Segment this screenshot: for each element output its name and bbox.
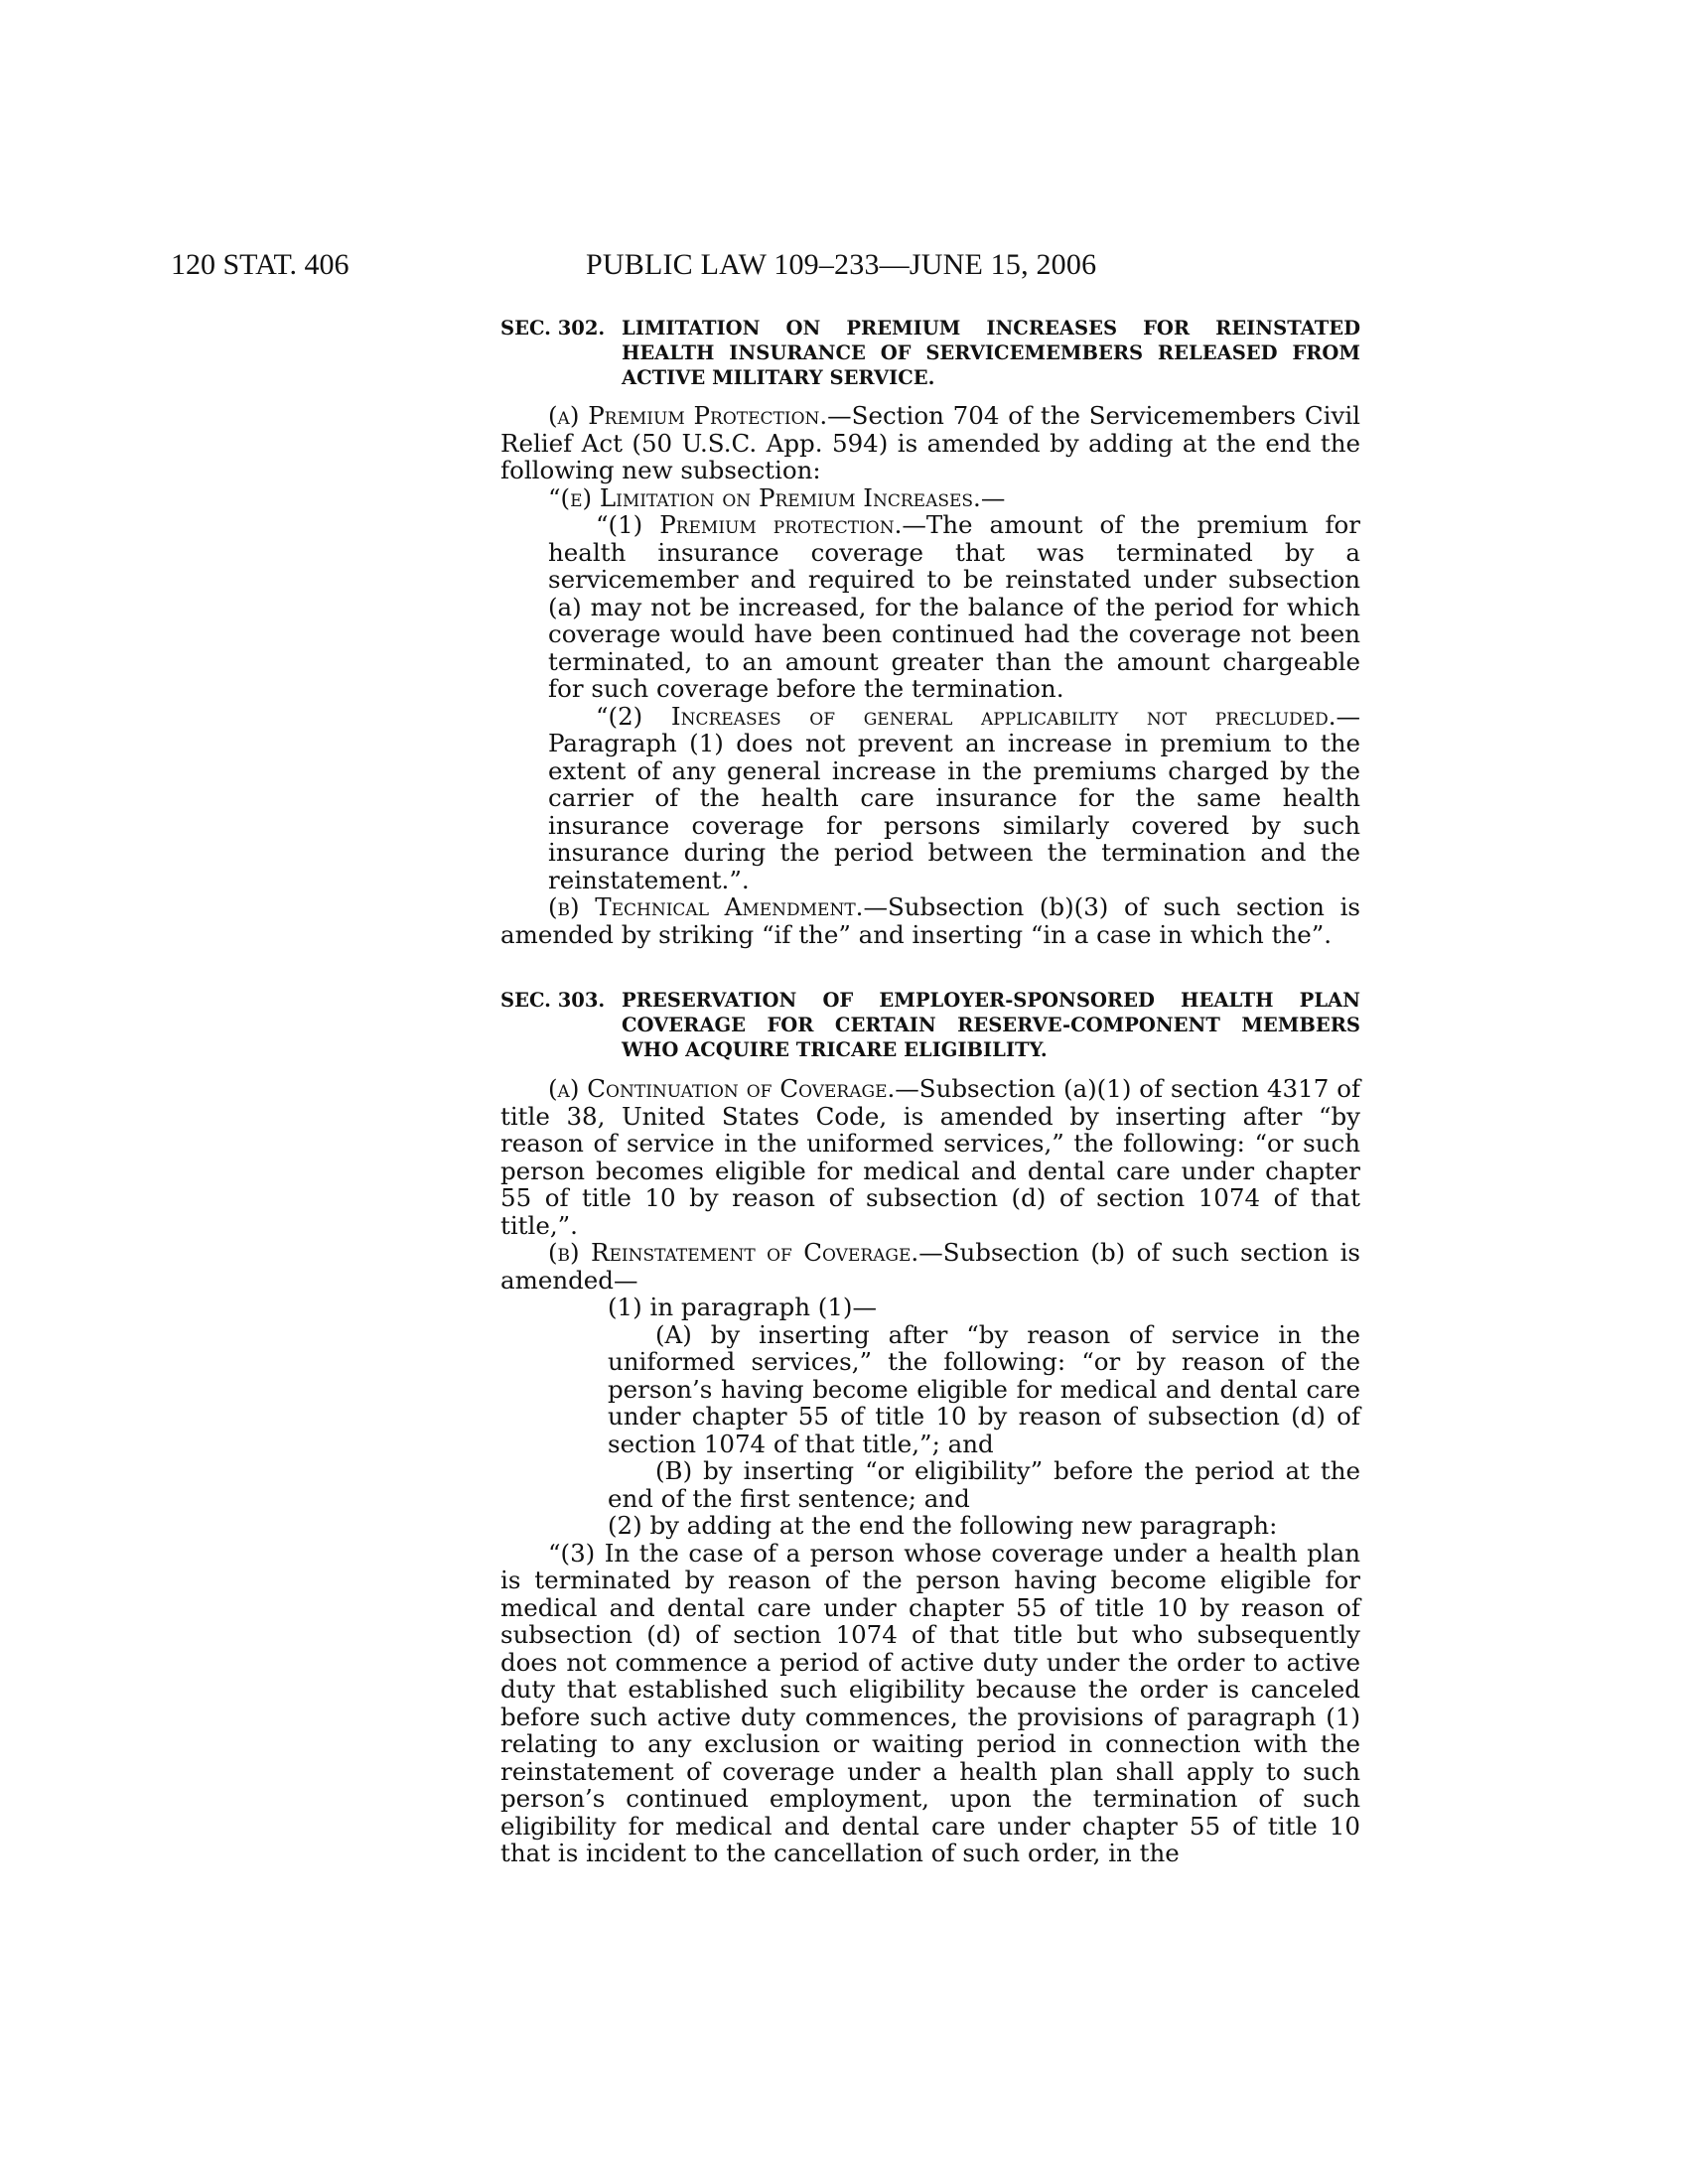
paragraph-e-1-label: “(1) Premium protection.	[596, 510, 903, 539]
section-302	[500, 316, 1360, 390]
paragraph-b-1: (1) in paragraph (1)—	[608, 1293, 877, 1321]
subsection-303-b-text: —Subsection (b) of such section is amended—	[500, 1238, 1360, 1295]
subsection-303-a-label: (a) Continuation of Coverage.	[548, 1074, 896, 1103]
section-303	[500, 988, 1360, 1062]
subsection-302-b-text: —Subsection (b)(3) of such section is amended by striking “if the” and inserting “in a case in which the”.	[500, 892, 1360, 949]
paragraph-e-1-text: —The amount of the premium for health insurance coverage that was terminated by a servicemember and required to be reinstated under subsection (a) may not be increased, for the balance of the period for which coverage would have been continued had the coverage not been terminated, to an amount greater than the amount chargeable for such coverage before the termination.	[548, 510, 1360, 703]
section-302-body	[500, 402, 1360, 948]
subsection-302-a-label: (a) Premium Protection.	[548, 401, 828, 430]
paragraph-e-2	[500, 703, 1360, 894]
subsection-302-b-label: (b) Technical Amendment.	[548, 892, 864, 921]
paragraph-e-2-text: —Paragraph (1) does not prevent an increase in premium to the extent of any general increase in the premiums charged by the carrier of the health care insurance for the same health insurance coverage for persons similarly covered by such insurance during the period between the termination and the reinstatement.”.	[548, 701, 1360, 894]
section-303-number: SEC. 303.	[500, 989, 606, 1012]
section-302-title: LIMITATION ON PREMIUM INCREASES FOR REINSTATED HEALTH INSURANCE OF SERVICEMEMBERS RELEASED FROM ACTIVE MILITARY SERVICE.	[622, 317, 1360, 389]
subsection-302-b	[500, 893, 1360, 948]
section-302-number: SEC. 302.	[500, 317, 606, 340]
subparagraph-b-1-A: (A) by inserting after “by reason of service in the uniformed services,” the following: “or by reason of the person’s having become eligible for medical and dental care under chapter 55 of title 10 by reason of subsection (d) of section 1074 of that title,”; and	[608, 1319, 1360, 1458]
paragraph-b-2: (2) by adding at the end the following new paragraph:	[608, 1511, 1278, 1540]
subsection-303-a	[500, 1075, 1360, 1239]
subsection-302-a-text: —Section 704 of the Servicemembers Civil Relief Act (50 U.S.C. App. 594) is amended by adding at the end the following new subsection:	[500, 401, 1360, 484]
paragraph-e-2-label: “(2) Increases of general applicability not precluded.	[596, 701, 1336, 731]
subsection-303-b-label: (b) Reinstatement of Coverage.	[548, 1238, 919, 1267]
section-303-heading	[500, 988, 1360, 1062]
paragraph-e-1	[500, 511, 1360, 703]
subsection-302-a	[500, 402, 1360, 484]
subsection-303-a-text: —Subsection (a)(1) of section 4317 of title 38, United States Code, is amended by inserting after “by reason of service in the uniformed services,” the following: “or such person becomes eligible for medical and dental care under chapter 55 of title 10 by reason of subsection (d) of section 1074 of that title,”.	[500, 1074, 1361, 1240]
subsection-e-heading	[500, 484, 1360, 512]
section-302-heading	[500, 316, 1360, 390]
section-303-title: PRESERVATION OF EMPLOYER-SPONSORED HEALTH PLAN COVERAGE FOR CERTAIN RESERVE-COMPONENT MEMBERS WHO ACQUIRE TRICARE ELIGIBILITY.	[622, 989, 1360, 1061]
running-header: PUBLIC LAW 109–233—JUNE 15, 2006	[586, 248, 1097, 281]
section-303-body	[500, 1075, 1360, 1867]
new-paragraph-3: “(3) In the case of a person whose coverage under a health plan is terminated by reason of the person having become eligible for medical and dental care under chapter 55 of title 10 by reason of subsection (d) of section 1074 of that title but who subsequently does not commence a period of active duty under the order to active duty that established such eligibility because the order is canceled before such active duty commences, the provisions of paragraph (1) relating to any exclusion or waiting period in connection with the reinstatement of coverage under a health plan shall apply to such person’s continued employment, upon the termination of such eligibility for medical and dental care under chapter 55 of title 10 that is incident to the cancellation of such order, in the	[500, 1538, 1360, 1867]
subsection-e-heading-text: “(e) Limitation on Premium Increases.—	[548, 482, 1006, 512]
subsection-303-b	[500, 1239, 1360, 1294]
stat-page-number: 120 STAT. 406	[171, 248, 350, 281]
subparagraph-b-1-B: (B) by inserting “or eligibility” before the period at the end of the first sentence; and	[608, 1456, 1360, 1513]
